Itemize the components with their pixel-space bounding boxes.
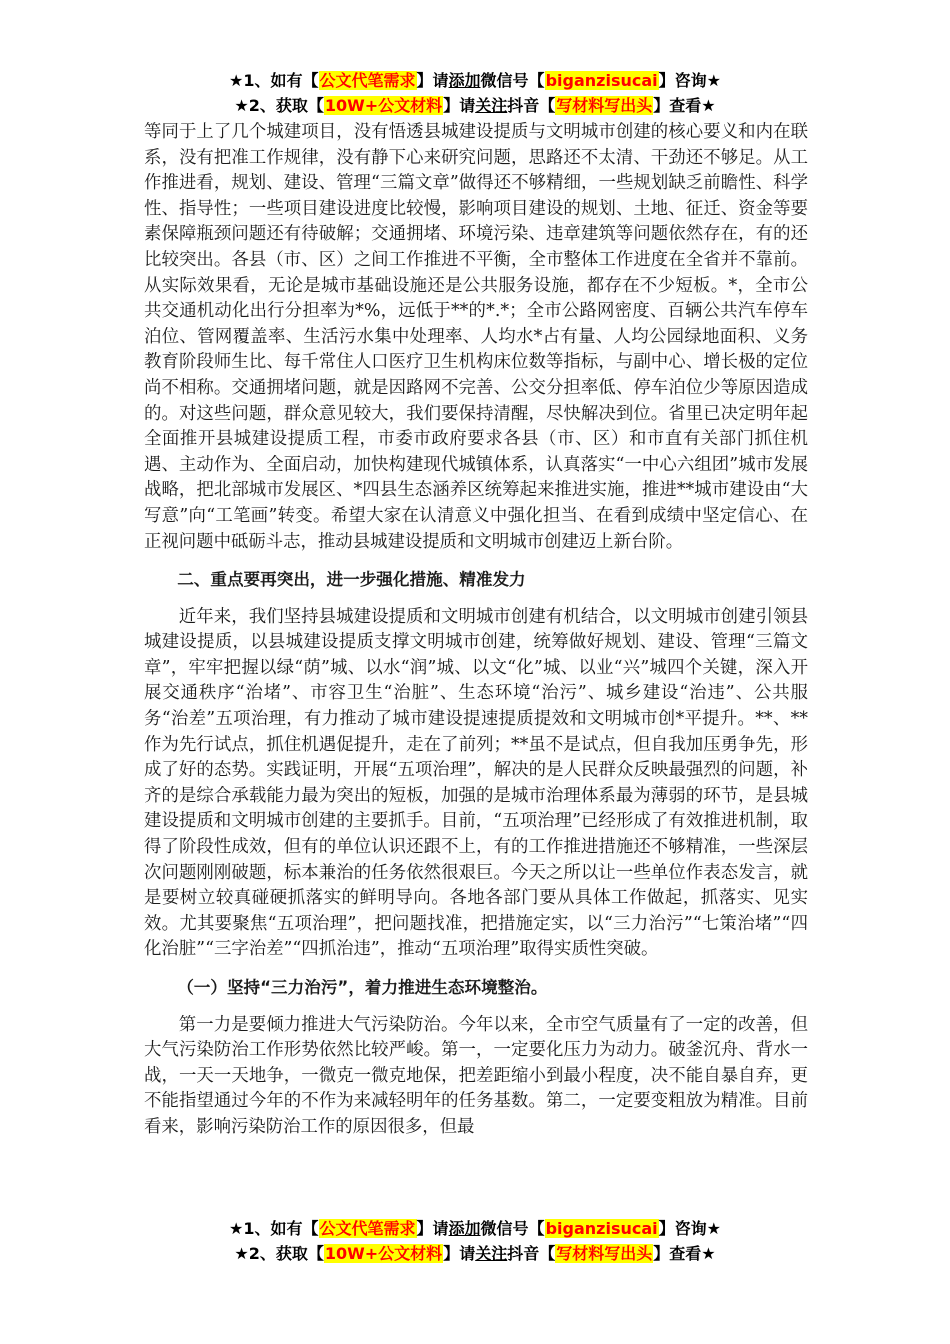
section-heading: 二、重点要再突出，进一步强化措施、精准发力 <box>177 570 526 590</box>
banner-underline: 关注 <box>475 1244 508 1263</box>
promo-banner-line-2 <box>0 93 950 119</box>
banner-text: 】查看★ <box>653 96 716 115</box>
banner-highlight: biganzisucai <box>545 71 658 90</box>
promo-banner-line-2 <box>0 1241 950 1267</box>
body-paragraph: 近年来，我们坚持县城建设提质和文明城市创建有机结合，以文明城市创建引领县城建设提质，以县城建设提质支撑文明城市创建，统筹做好规划、建设、管理“三篇文章”，牢牢把握以绿“荫”城、以水“润”城、以文“化”城、以业“兴”城四个关键，深入开展交通秩序“治堵”、市容卫生“治脏”、生态环境“治污”、城乡建设“治违”、公共服务“治差”五项治理，有力推动了城市建设提速提质提效和文明城市创*平提升。**、**作为先行试点，抓住机遇促提升，走在了前列；**虽不是试点，但自我加压勇争先，形成了好的态势。实践证明，开展“五项治理”，解决的是人民群众反映最强烈的问题，补齐的是综合承载能力最为突出的短板，加强的是城市治理体系最为薄弱的环节，是县城建设提质和文明城市创建的主要抓手。目前，“五项治理”已经形成了有效推进机制，取得了阶段性成效，但有的单位认识还跟不上，有的工作推进措施还不够精准，一些深层次问题刚刚破题，标本兼治的任务依然很艰巨。今天之所以让一些单位作表态发言，就是要树立较真碰硬抓落实的鲜明导向。各地各部门要从具体工作做起，抓落实、见实效。尤其要聚焦“五项治理”，把问题找准，把措施定实，以“三力治污”“七策治堵”“四化治脏”“三字治差”“四抓治违”，推动“五项治理”取得实质性突破。 <box>144 606 808 960</box>
banner-highlight: biganzisucai <box>545 1219 658 1238</box>
banner-text: 微信号【 <box>480 1219 545 1238</box>
promo-banner-line-1 <box>0 1216 950 1242</box>
banner-highlight: 写材料写出头 <box>556 1244 653 1263</box>
banner-text: 微信号【 <box>480 71 545 90</box>
banner-highlight: 10W+公文材料 <box>324 96 443 115</box>
banner-text: ★2、获取【 <box>234 1244 324 1263</box>
banner-underline: 添加 <box>448 71 481 90</box>
banner-text: 】请 <box>416 71 449 90</box>
banner-text: ★2、获取【 <box>234 96 324 115</box>
banner-underline: 关注 <box>475 96 508 115</box>
banner-text: 】请 <box>416 1219 449 1238</box>
banner-text: ★1、如有【 <box>229 1219 319 1238</box>
banner-text: 】咨询★ <box>658 71 721 90</box>
banner-text: ★1、如有【 <box>229 71 319 90</box>
banner-text: 抖音【 <box>507 1244 556 1263</box>
banner-highlight: 公文代笔需求 <box>319 71 416 90</box>
body-paragraph: 等同于上了几个城建项目，没有悟透县城建设提质与文明城市创建的核心要义和内在联系，没有把准工作规律，没有静下心来研究问题，思路还不太清、干劲还不够足。从工作推进看，规划、建设、管理“三篇文章”做得还不够精细，一些规划缺乏前瞻性、科学性、指导性；一些项目建设进度比较慢，影响项目建设的规划、土地、征迁、资金等要素保障瓶颈问题还有待破解；交通拥堵、环境污染、违章建筑等问题依然存在，有的还比较突出。各县（市、区）之间工作推进不平衡，全市整体工作进度在全省并不靠前。从实际效果看，无论是城市基础设施还是公共服务设施，都存在不少短板。*，全市公共交通机动化出行分担率为*%，远低于**的*.*；全市公路网密度、百辆公共汽车停车泊位、管网覆盖率、生活污水集中处理率、人均水*占有量、人均公园绿地面积、义务教育阶段师生比、每千常住人口医疗卫生机构床位数等指标，与副中心、增长极的定位尚不相称。交通拥堵问题，就是因路网不完善、公交分担率低、停车泊位少等原因造成的。对这些问题，群众意见较大，我们要保持清醒，尽快解决到位。省里已决定明年起全面推开县城建设提质工程，市委市政府要求各县（市、区）和市直有关部门抓住机遇、主动作为、全面启动，加快构建现代城镇体系，认真落实“一中心六组团”城市发展战略，把北部城市发展区、*四县生态涵养区统筹起来推进实施，推进**城市建设由“大写意”向“工笔画”转变。希望大家在认清意义中强化担当、在看到成绩中坚定信心、在正视问题中砥砺斗志，推动县城建设提质和文明城市创建迈上新台阶。 <box>144 122 808 552</box>
banner-text: 】请 <box>443 96 476 115</box>
banner-highlight: 10W+公文材料 <box>324 1244 443 1263</box>
banner-highlight: 公文代笔需求 <box>319 1219 416 1238</box>
banner-text: 】请 <box>443 1244 476 1263</box>
promo-banner-line-1 <box>0 68 950 94</box>
banner-underline: 添加 <box>448 1219 481 1238</box>
body-paragraph: 第一力是要倾力推进大气污染防治。今年以来，全市空气质量有了一定的改善，但大气污染防治工作形势依然比较严峻。第一，一定要化压力为动力。破釜沉舟、背水一战，一天一天地争，一微克一微克地保，把差距缩小到最小程度，决不能自暴自弃，更不能指望通过今年的不作为来减轻明年的任务基数。第二，一定要变粗放为精准。目前看来，影响污染防治工作的原因很多，但最 <box>144 1014 808 1137</box>
document-body <box>144 120 808 1141</box>
banner-text: 】查看★ <box>653 1244 716 1263</box>
banner-text: 】咨询★ <box>658 1219 721 1238</box>
banner-text: 抖音【 <box>507 96 556 115</box>
subsection-heading: （一）坚持“三力治污”，着力推进生态环境整治。 <box>177 978 548 997</box>
banner-highlight: 写材料写出头 <box>556 96 653 115</box>
